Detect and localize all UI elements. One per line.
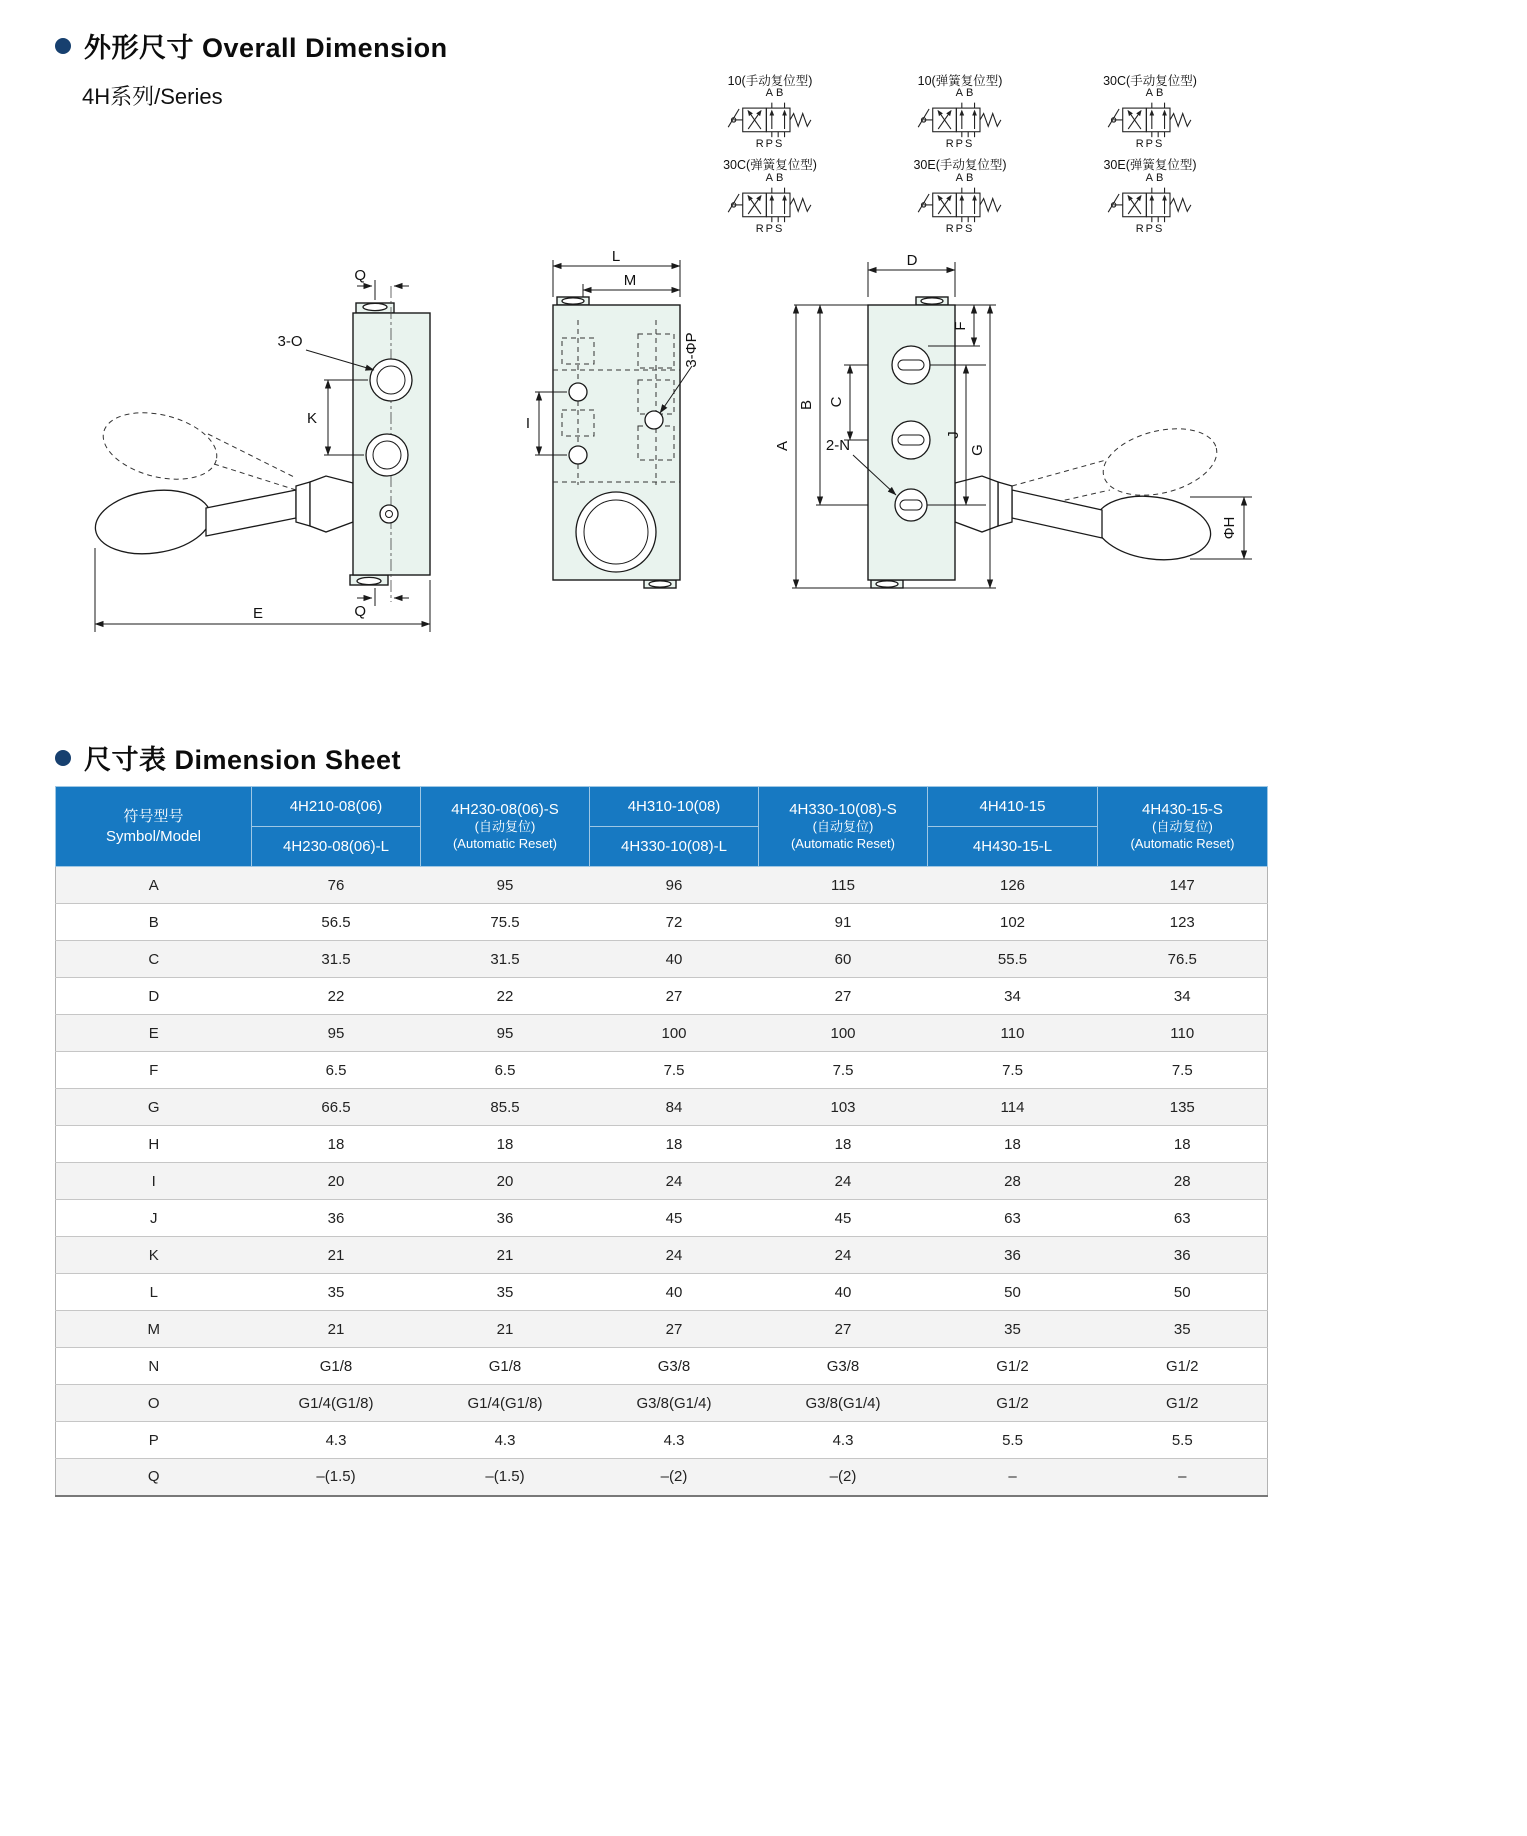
dimension-value: 35: [1098, 1311, 1268, 1348]
column-header-model: 4H310-10(08): [590, 787, 759, 827]
circuit-symbol: [680, 74, 860, 150]
table-row: [56, 1015, 1268, 1052]
dimension-value: 18: [421, 1126, 590, 1163]
ports-bottom-label: RPS: [1135, 222, 1165, 235]
dim-label-a: A: [774, 440, 791, 452]
symbol-label: 30C(弹簧复位型): [723, 158, 817, 173]
dimension-value: 60: [759, 941, 928, 978]
dimension-value: G1/2: [928, 1385, 1098, 1422]
valve-symbol-icon: [1090, 99, 1210, 139]
dimension-value: 123: [1098, 904, 1268, 941]
ports-bottom-label: RPS: [755, 222, 785, 235]
table-row: [56, 904, 1268, 941]
dimension-value: 18: [590, 1126, 759, 1163]
dimension-value: 21: [252, 1237, 421, 1274]
dimension-value: 27: [759, 1311, 928, 1348]
table-row: [56, 1089, 1268, 1126]
dimension-value: 18: [928, 1126, 1098, 1163]
dimension-value: G1/2: [928, 1348, 1098, 1385]
dimension-value: 5.5: [1098, 1422, 1268, 1459]
table-row: [56, 1348, 1268, 1385]
dim-label-q-bottom: Q: [354, 603, 366, 620]
ports-top-label: AB: [765, 171, 787, 184]
valve-symbol-icon: [900, 99, 1020, 139]
dimension-value: 34: [1098, 978, 1268, 1015]
dim-label-h: ΦH: [1221, 516, 1238, 540]
dimension-value: 24: [759, 1163, 928, 1200]
dimension-value: 100: [590, 1015, 759, 1052]
dimension-value: 36: [421, 1200, 590, 1237]
dimension-value: 18: [252, 1126, 421, 1163]
table-row: [56, 1163, 1268, 1200]
symbol-label: 30E(弹簧复位型): [1103, 158, 1197, 173]
ports-top-label: AB: [955, 171, 977, 184]
dimension-value: 21: [421, 1311, 590, 1348]
table-row: [56, 1200, 1268, 1237]
dimension-value: G3/8: [759, 1348, 928, 1385]
table-row: [56, 1237, 1268, 1274]
dim-label-b: B: [798, 399, 815, 411]
bullet-icon: [55, 38, 71, 54]
dimension-value: G1/2: [1098, 1348, 1268, 1385]
dimension-value: 4.3: [590, 1422, 759, 1459]
dimension-value: 4.3: [421, 1422, 590, 1459]
circuit-symbol: [1060, 158, 1240, 234]
dimension-value: 7.5: [928, 1052, 1098, 1089]
column-header-model: 4H330-10(08)-L: [590, 827, 759, 867]
row-symbol: B: [56, 904, 252, 941]
dimension-value: 76.5: [1098, 941, 1268, 978]
handle-lever-rear: [955, 476, 1215, 567]
row-symbol: A: [56, 867, 252, 904]
dimension-value: 84: [590, 1089, 759, 1126]
dimension-value: 147: [1098, 867, 1268, 904]
dimension-table-header: [56, 787, 1268, 867]
ports-bottom-label: RPS: [1135, 138, 1165, 151]
dimension-value: 75.5: [421, 904, 590, 941]
dimension-value: 4.3: [759, 1422, 928, 1459]
dimension-value: 24: [590, 1163, 759, 1200]
dim-label-3o: 3-O: [277, 333, 303, 350]
dimension-value: –(1.5): [252, 1459, 421, 1496]
symbol-header-en: Symbol/Model: [105, 827, 202, 845]
table-row: [56, 1052, 1268, 1089]
handle-lever: [91, 476, 353, 561]
dim-label-q-top: Q: [354, 267, 366, 284]
row-symbol: M: [56, 1311, 252, 1348]
row-symbol: F: [56, 1052, 252, 1089]
dim-label-f: F: [952, 321, 969, 331]
ports-top-label: AB: [765, 87, 787, 100]
dimension-value: 36: [1098, 1237, 1268, 1274]
dimension-table-body: [56, 867, 1268, 1496]
dimension-value: 114: [928, 1089, 1098, 1126]
dimension-value: –(1.5): [421, 1459, 590, 1496]
table-row: [56, 1126, 1268, 1163]
dimension-value: 102: [928, 904, 1098, 941]
dimension-value: 36: [252, 1200, 421, 1237]
dim-label-g: G: [969, 444, 986, 456]
bullet-icon: [55, 750, 71, 766]
dimension-value: 91: [759, 904, 928, 941]
ports-bottom-label: RPS: [945, 222, 975, 235]
ports-bottom-label: RPS: [755, 138, 785, 151]
column-header-model: 4H410-15: [928, 787, 1098, 827]
row-symbol: E: [56, 1015, 252, 1052]
table-row: [56, 1311, 1268, 1348]
dim-label-3fp: 3-ΦP: [683, 332, 700, 368]
table-row: [56, 1422, 1268, 1459]
section-overall-dimension: [55, 26, 448, 65]
valve-symbol-icon: [1090, 184, 1210, 224]
dimension-value: 35: [421, 1274, 590, 1311]
dimension-value: G1/4(G1/8): [252, 1385, 421, 1422]
circuit-symbol: [680, 158, 860, 234]
dimension-value: 50: [1098, 1274, 1268, 1311]
dim-label-d: D: [906, 252, 918, 269]
dimension-value: 63: [928, 1200, 1098, 1237]
dimension-value: 45: [590, 1200, 759, 1237]
dimension-value: 135: [1098, 1089, 1268, 1126]
dim-label-k: K: [306, 410, 317, 427]
dim-label-m: M: [623, 272, 637, 289]
dimension-value: G1/2: [1098, 1385, 1268, 1422]
dimension-value: 22: [252, 978, 421, 1015]
dimension-value: 22: [421, 978, 590, 1015]
section-dimension-sheet: [55, 738, 401, 777]
dimension-value: 27: [590, 1311, 759, 1348]
dimension-value: 21: [421, 1237, 590, 1274]
column-header-model: 4H230-08(06)-S (自动复位) (Automatic Reset): [421, 787, 590, 867]
symbol-label: 30C(手动复位型): [1103, 74, 1197, 88]
dimension-value: 31.5: [252, 941, 421, 978]
dimension-value: –: [1098, 1459, 1268, 1496]
row-symbol: L: [56, 1274, 252, 1311]
dimension-value: 35: [928, 1311, 1098, 1348]
dimension-value: 76: [252, 867, 421, 904]
dimension-value: G1/8: [421, 1348, 590, 1385]
column-header-model: 4H330-10(08)-S (自动复位) (Automatic Reset): [759, 787, 928, 867]
rear-view: [774, 252, 1252, 588]
table-row: [56, 1274, 1268, 1311]
column-header-model: 4H230-08(06)-L: [252, 827, 421, 867]
overall-dimension-drawing: [38, 250, 1310, 720]
row-symbol: D: [56, 978, 252, 1015]
dimension-value: 6.5: [252, 1052, 421, 1089]
dimension-value: G3/8: [590, 1348, 759, 1385]
row-symbol: N: [56, 1348, 252, 1385]
column-header-model: 4H430-15-L: [928, 827, 1098, 867]
dimension-value: 7.5: [1098, 1052, 1268, 1089]
dim-label-l: L: [611, 250, 621, 265]
dimension-value: 36: [928, 1237, 1098, 1274]
series-label: 4H系列/Series: [82, 84, 223, 109]
ports-top-label: AB: [955, 87, 977, 100]
dimension-value: 63: [1098, 1200, 1268, 1237]
dimension-value: 95: [252, 1015, 421, 1052]
dimension-value: –(2): [590, 1459, 759, 1496]
column-header-model: 4H430-15-S (自动复位) (Automatic Reset): [1098, 787, 1268, 867]
dimension-value: 34: [928, 978, 1098, 1015]
dimension-value: 21: [252, 1311, 421, 1348]
dimension-value: 27: [759, 978, 928, 1015]
dimension-value: 103: [759, 1089, 928, 1126]
dim-label-i: I: [525, 415, 530, 432]
dimension-value: 72: [590, 904, 759, 941]
dimension-value: 18: [1098, 1126, 1268, 1163]
dimension-value: 28: [1098, 1163, 1268, 1200]
table-row: [56, 1385, 1268, 1422]
dimension-value: 24: [759, 1237, 928, 1274]
dimension-value: 7.5: [590, 1052, 759, 1089]
dimension-value: 110: [928, 1015, 1098, 1052]
valve-symbol-icon: [900, 184, 1020, 224]
dim-label-2n: 2-N: [825, 437, 851, 454]
circuit-symbol: [870, 158, 1050, 234]
ports-top-label: AB: [1145, 171, 1167, 184]
dimension-value: 20: [252, 1163, 421, 1200]
valve-symbol-icon: [710, 99, 830, 139]
front-view: [91, 267, 430, 632]
valve-symbol-icon: [710, 184, 830, 224]
dimension-value: G1/4(G1/8): [421, 1385, 590, 1422]
circuit-symbols: [680, 74, 1240, 235]
dimension-value: 96: [590, 867, 759, 904]
table-row: [56, 867, 1268, 904]
row-symbol: I: [56, 1163, 252, 1200]
row-symbol: O: [56, 1385, 252, 1422]
dimension-value: 66.5: [252, 1089, 421, 1126]
dimension-value: 35: [252, 1274, 421, 1311]
row-symbol: K: [56, 1237, 252, 1274]
dimension-value: 7.5: [759, 1052, 928, 1089]
section-title: 外形尺寸 Overall Dimension: [84, 33, 448, 63]
dimension-value: 50: [928, 1274, 1098, 1311]
dimension-value: 4.3: [252, 1422, 421, 1459]
column-header-symbol: [56, 787, 252, 867]
symbol-label: 30E(手动复位型): [913, 158, 1007, 173]
dimension-value: 40: [590, 941, 759, 978]
dimension-value: 55.5: [928, 941, 1098, 978]
dimension-value: G3/8(G1/4): [759, 1385, 928, 1422]
column-header-model: 4H210-08(06): [252, 787, 421, 827]
dimension-value: 126: [928, 867, 1098, 904]
dimension-value: 56.5: [252, 904, 421, 941]
table-row: [56, 978, 1268, 1015]
side-view: [526, 250, 700, 588]
dimension-drawings: [38, 250, 1310, 720]
circuit-symbol: [870, 74, 1050, 150]
dim-label-e: E: [252, 605, 264, 622]
row-symbol: J: [56, 1200, 252, 1237]
symbol-label: 10(手动复位型): [727, 74, 813, 88]
ports-top-label: AB: [1145, 87, 1167, 100]
row-symbol: P: [56, 1422, 252, 1459]
dimension-value: 40: [590, 1274, 759, 1311]
symbol-header-cn: 符号型号: [123, 808, 184, 825]
dimension-value: G1/8: [252, 1348, 421, 1385]
row-symbol: C: [56, 941, 252, 978]
row-symbol: G: [56, 1089, 252, 1126]
row-symbol: Q: [56, 1459, 252, 1496]
dimension-value: 115: [759, 867, 928, 904]
dimension-value: 28: [928, 1163, 1098, 1200]
ports-bottom-label: RPS: [945, 138, 975, 151]
dimension-value: 20: [421, 1163, 590, 1200]
table-row: [56, 1459, 1268, 1496]
table-row: [56, 941, 1268, 978]
dimension-value: 24: [590, 1237, 759, 1274]
dimension-value: 31.5: [421, 941, 590, 978]
symbol-label: 10(弹簧复位型): [917, 74, 1003, 88]
dimension-value: 45: [759, 1200, 928, 1237]
dimension-value: 110: [1098, 1015, 1268, 1052]
dim-label-c: C: [828, 396, 845, 408]
dimension-value: 100: [759, 1015, 928, 1052]
dimension-value: G3/8(G1/4): [590, 1385, 759, 1422]
dimension-value: 40: [759, 1274, 928, 1311]
dimension-value: 85.5: [421, 1089, 590, 1126]
dim-label-j: J: [945, 431, 962, 439]
dimension-table: [55, 786, 1268, 1497]
row-symbol: H: [56, 1126, 252, 1163]
dimension-value: 18: [759, 1126, 928, 1163]
section-title: 尺寸表 Dimension Sheet: [84, 745, 402, 775]
dimension-value: 95: [421, 867, 590, 904]
dimension-value: 27: [590, 978, 759, 1015]
dimension-value: 6.5: [421, 1052, 590, 1089]
dimension-value: 5.5: [928, 1422, 1098, 1459]
dimension-value: –: [928, 1459, 1098, 1496]
dimension-value: 95: [421, 1015, 590, 1052]
circuit-symbol: [1060, 74, 1240, 150]
dimension-value: –(2): [759, 1459, 928, 1496]
